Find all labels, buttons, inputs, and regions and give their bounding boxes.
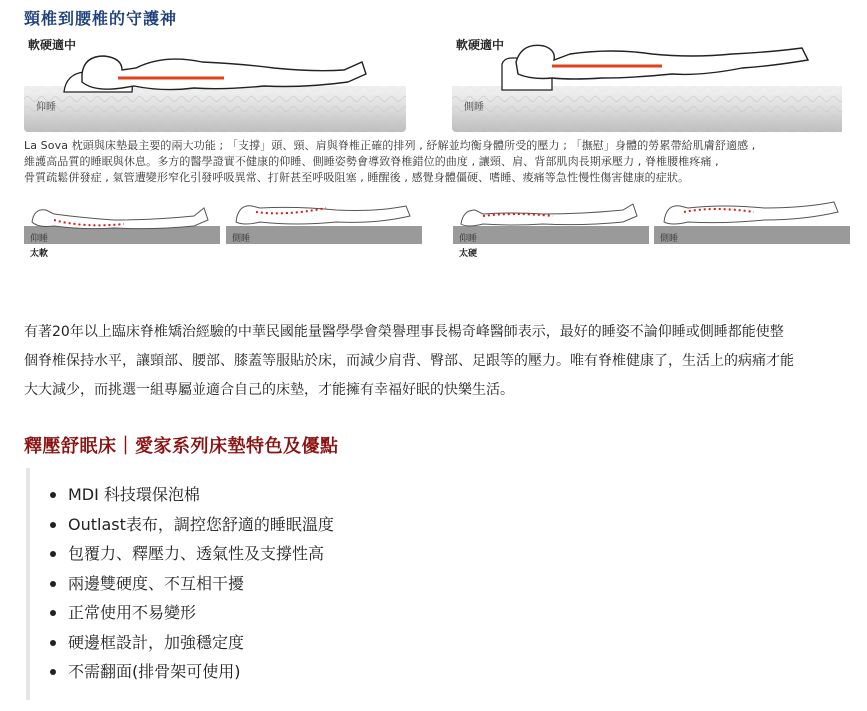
too-soft-back-diagram [24, 198, 220, 258]
bullet-icon [50, 551, 56, 557]
mini-caption-too-firm: 太硬 [459, 249, 478, 259]
bullet-icon [50, 581, 56, 587]
intro-line: 大大減少，而挑選一組專屬並適合自己的床墊，才能擁有幸福好眠的快樂生活。 [24, 382, 514, 398]
intro-paragraph [24, 318, 854, 405]
bullet-icon [50, 640, 56, 646]
list-item [48, 628, 630, 658]
mattress-infographic [0, 0, 867, 265]
firmness-label-right: 軟硬適中 [456, 38, 505, 52]
list-item [48, 598, 630, 628]
feature-text: MDI 科技環保泡棉 [68, 485, 200, 504]
side-sleeping-illustration [452, 34, 842, 134]
too-soft-side-diagram [226, 198, 422, 258]
section-heading: 釋壓舒眠床｜愛家系列床墊特色及優點 [24, 436, 339, 457]
list-item [48, 539, 630, 569]
mini-position-label: 仰睡 [30, 234, 49, 244]
too-firm-back-diagram [453, 198, 649, 258]
infographic-description [24, 138, 856, 186]
feature-blockquote [26, 468, 630, 700]
intro-line: 個脊椎保持水平，讓頸部、腰部、膝蓋等服貼於床，而減少肩背、臀部、足跟等的壓力。唯有脊椎健康了，生活上的病痛才能 [24, 353, 794, 369]
bullet-icon [50, 610, 56, 616]
bullet-icon [50, 522, 56, 528]
feature-list [30, 468, 630, 687]
list-item [48, 510, 630, 540]
mini-position-label: 側睡 [232, 234, 251, 244]
mini-position-label: 側睡 [660, 234, 679, 244]
list-item [48, 657, 630, 687]
feature-text: 兩邊雙硬度、不互相干擾 [68, 573, 245, 593]
too-firm-side-diagram [654, 198, 850, 258]
list-item [48, 480, 630, 510]
back-sleeping-illustration [24, 34, 414, 134]
mini-position-label: 仰睡 [459, 234, 478, 244]
back-sleeping-panel [24, 34, 414, 134]
feature-text: 不需翻面(排骨架可使用) [68, 662, 241, 681]
intro-line: 有著20年以上臨床脊椎矯治經驗的中華民國能量醫學學會榮譽理事長楊奇峰醫師表示，最好的睡姿不論仰睡或側睡都能使整 [24, 324, 784, 340]
description-line: 骨質疏鬆併發症 , 氣管遭變形窄化引發呼吸異常、打鼾甚至呼吸阻塞 , 睡醒後 , 感覺身體僵硬、嗜睡、痠痛等急性慢性傷害健康的症狀。 [24, 171, 690, 184]
infographic-title: 頸椎到腰椎的守護神 [24, 9, 178, 28]
bullet-icon [50, 669, 56, 675]
firmness-label-left: 軟硬適中 [28, 38, 77, 52]
side-sleeping-panel [452, 34, 842, 134]
back-position-label: 仰睡 [36, 102, 56, 113]
description-line: La Sova 枕頭與床墊最主要的兩大功能 ; 「支撐」頭、頸、肩與脊椎正確的排列 , 紓解並均衡身體所受的壓力 ; 「撫慰」身體的勞累帶給肌膚舒適感 , [24, 139, 756, 152]
feature-text: 正常使用不易變形 [68, 603, 197, 622]
feature-text: 包覆力、釋壓力、透氣性及支撐性高 [68, 544, 325, 563]
mini-caption-too-soft: 太軟 [30, 249, 49, 259]
description-line: 維護高品質的睡眠與休息。多方的醫學證實不健康的仰睡、側睡姿勢會導致脊椎錯位的曲度 , 讓頸、肩、背部肌肉長期承壓力 , 脊椎腰椎疼痛 , [24, 155, 719, 168]
feature-text: Outlast表布，調控您舒適的睡眠溫度 [68, 514, 334, 534]
list-item [48, 569, 630, 599]
feature-text: 硬邊框設計，加強穩定度 [68, 632, 245, 652]
side-position-label: 側睡 [464, 102, 484, 113]
bullet-icon [50, 492, 56, 498]
